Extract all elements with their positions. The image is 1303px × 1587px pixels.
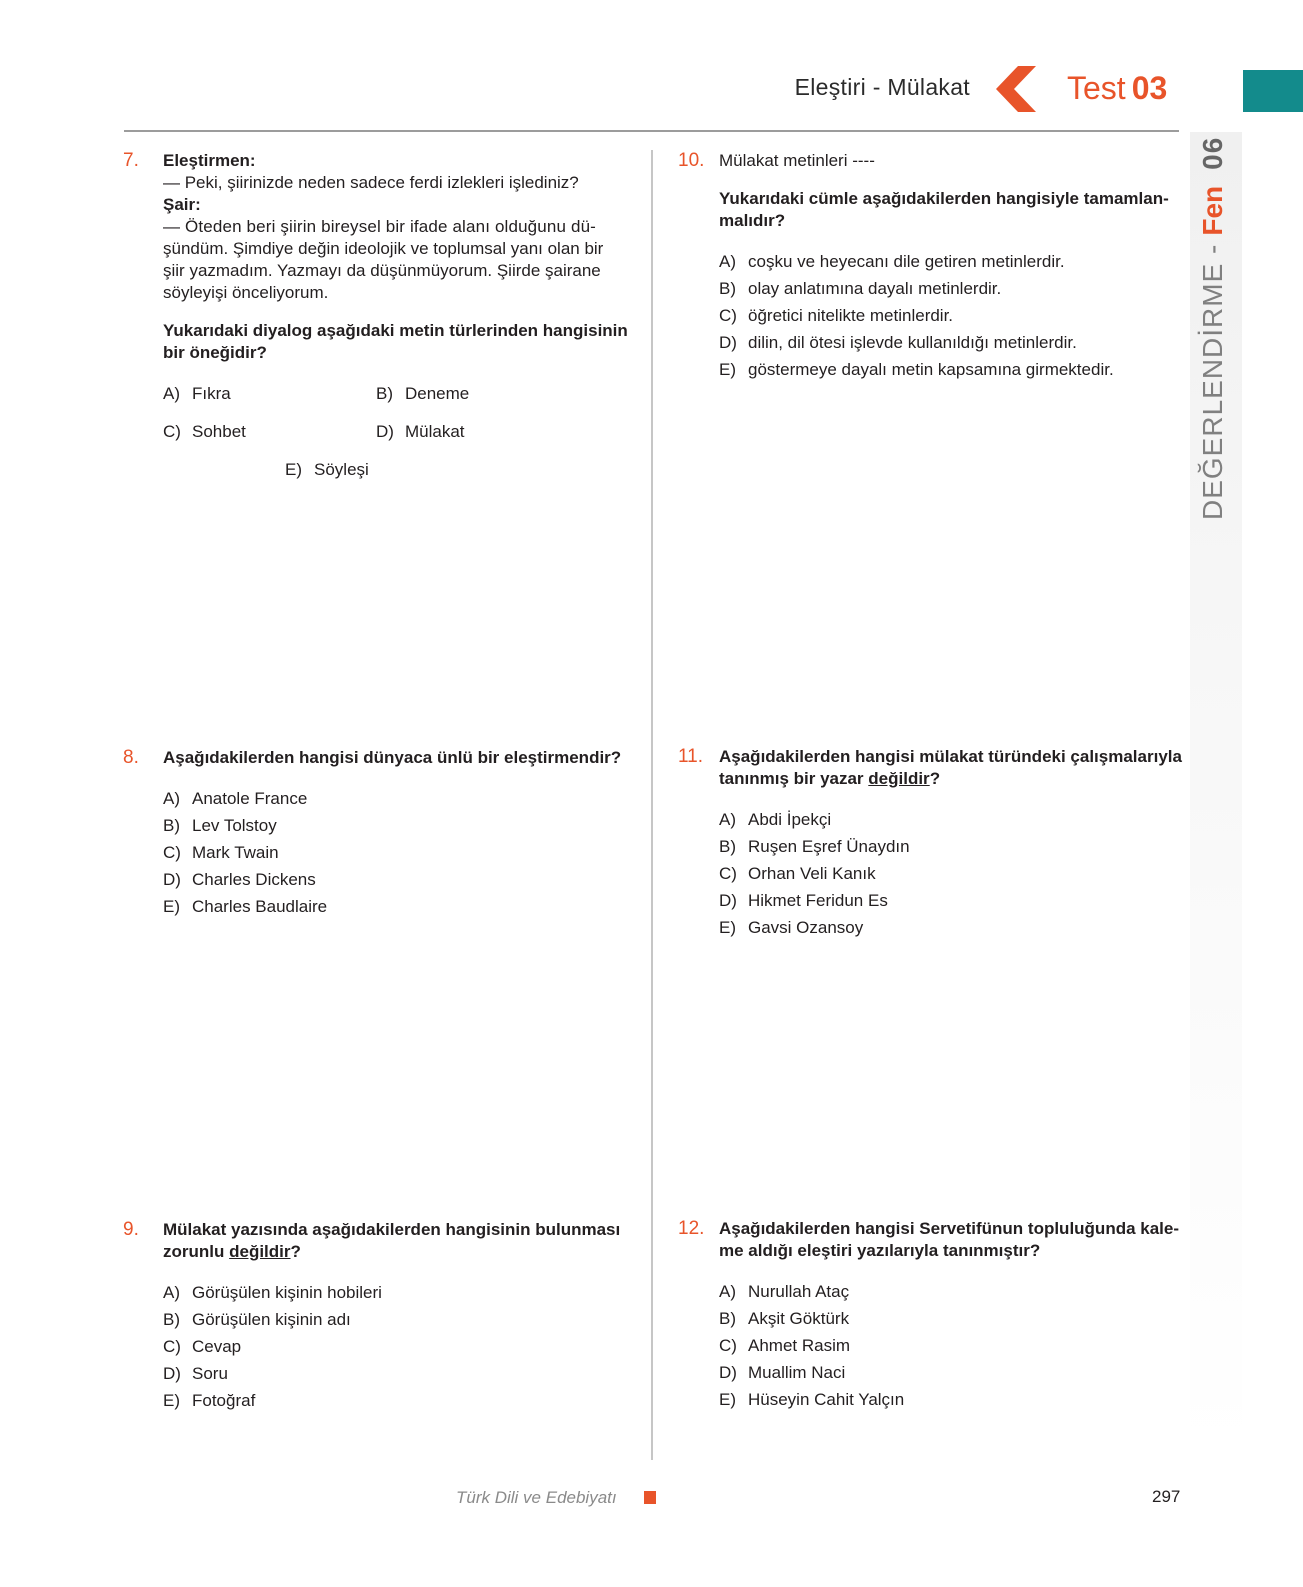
option-text: Orhan Veli Kanık — [748, 864, 876, 883]
side-number: 06 — [1197, 136, 1228, 170]
question-stem — [719, 746, 1182, 790]
option-letter: C) — [163, 843, 181, 862]
option-letter: A) — [719, 252, 736, 271]
stem-text: tanınmış bir yazar — [719, 769, 869, 788]
option-letter: E) — [285, 460, 302, 479]
dialog-text — [163, 150, 628, 304]
option-text: Söyleşi — [314, 460, 369, 479]
option-e[interactable] — [719, 356, 1169, 383]
option-letter: C) — [163, 422, 181, 441]
option-b[interactable] — [719, 1305, 1179, 1332]
options — [719, 806, 1182, 941]
question-body — [719, 150, 1169, 383]
option-c[interactable] — [163, 839, 621, 866]
option-c[interactable] — [719, 302, 1169, 329]
option-text: Görüşülen kişinin hobileri — [192, 1283, 382, 1302]
stem-line: Yukarıdaki diyalog aşağıdaki metin türlerinden hangisinin — [163, 321, 628, 340]
test-number: 03 — [1131, 70, 1168, 106]
option-b[interactable] — [376, 380, 469, 407]
option-text: Hikmet Feridun Es — [748, 891, 888, 910]
option-letter: E) — [163, 897, 180, 916]
question-body — [163, 747, 621, 920]
option-letter: B) — [376, 384, 393, 403]
option-letter: C) — [719, 1336, 737, 1355]
options — [719, 1278, 1179, 1413]
option-text: Fotoğraf — [192, 1391, 256, 1410]
options — [719, 248, 1169, 383]
footer-book-title: Türk Dili ve Edebiyatı — [456, 1488, 617, 1507]
options — [163, 785, 621, 920]
option-d[interactable] — [719, 1359, 1179, 1386]
option-text: Muallim Naci — [748, 1363, 846, 1382]
option-text: Sohbet — [192, 422, 246, 441]
question-stem — [163, 1219, 620, 1263]
option-letter: A) — [163, 384, 180, 403]
option-b[interactable] — [719, 275, 1169, 302]
option-letter: B) — [719, 1309, 736, 1328]
header-divider — [124, 130, 1179, 132]
option-e[interactable] — [719, 1386, 1179, 1413]
option-text: dilin, dil ötesi işlevde kullanıldığı metinlerdir. — [748, 333, 1077, 352]
option-letter: D) — [719, 333, 737, 352]
option-e[interactable] — [163, 1387, 620, 1414]
option-text: olay anlatımına dayalı metinlerdir. — [748, 279, 1002, 298]
option-letter: D) — [163, 870, 181, 889]
option-letter: A) — [163, 1283, 180, 1302]
option-a[interactable] — [719, 806, 1182, 833]
option-letter: C) — [163, 1337, 181, 1356]
stem-line: Mülakat yazısında aşağıdakilerden hangisinin bulunması — [163, 1220, 621, 1239]
option-text: Lev Tolstoy — [192, 816, 277, 835]
option-letter: E) — [719, 918, 736, 937]
option-d[interactable] — [719, 887, 1182, 914]
option-text: Nurullah Ataç — [748, 1282, 850, 1301]
stem-line: Yukarıdaki cümle aşağıdakilerden hangisiyle tamamlan- — [719, 189, 1169, 208]
stem-negation: değildir — [229, 1242, 291, 1261]
option-text: Deneme — [405, 384, 470, 403]
question-body — [719, 746, 1182, 941]
option-b[interactable] — [719, 833, 1182, 860]
option-b[interactable] — [163, 1306, 620, 1333]
stem-negation: değildir — [868, 769, 930, 788]
question-body — [163, 150, 628, 494]
stem-line — [163, 1241, 620, 1263]
option-letter: A) — [719, 1282, 736, 1301]
stem-line: Aşağıdakilerden hangisi Servetifünun topluluğunda kale- — [719, 1219, 1180, 1238]
option-letter: B) — [719, 279, 736, 298]
option-letter: E) — [163, 1391, 180, 1410]
option-a[interactable] — [163, 785, 621, 812]
option-b[interactable] — [163, 812, 621, 839]
test-label: Test — [1067, 70, 1126, 106]
option-d[interactable] — [376, 418, 465, 445]
question-intro: Mülakat metinleri ---- — [719, 151, 875, 170]
option-text: coşku ve heyecanı dile getiren metinlerdir. — [748, 252, 1065, 271]
option-text: Fıkra — [192, 384, 231, 403]
option-text: Akşit Göktürk — [748, 1309, 850, 1328]
question-number: 8. — [123, 747, 139, 768]
options — [163, 1279, 620, 1414]
question-body — [163, 1219, 620, 1414]
question-number: 7. — [123, 150, 139, 171]
option-text: Gavsi Ozansoy — [748, 918, 864, 937]
option-e[interactable] — [719, 914, 1182, 941]
square-icon — [644, 1491, 656, 1504]
option-text: göstermeye dayalı metin kapsamına girmektedir. — [748, 360, 1114, 379]
option-text: Mark Twain — [192, 843, 279, 862]
option-a[interactable] — [719, 248, 1169, 275]
option-d[interactable] — [719, 329, 1169, 356]
option-text: Mülakat — [405, 422, 465, 441]
option-text: Charles Dickens — [192, 870, 316, 889]
page-number: 297 — [1152, 1487, 1181, 1506]
column-divider — [651, 150, 653, 1460]
option-c[interactable] — [163, 1333, 620, 1360]
stem-line: Aşağıdakilerden hangisi mülakat türündeki çalışmalarıyla — [719, 747, 1182, 766]
option-a[interactable] — [163, 1279, 620, 1306]
option-letter: A) — [163, 789, 180, 808]
option-c[interactable] — [719, 1332, 1179, 1359]
options — [163, 380, 628, 494]
option-letter: C) — [719, 864, 737, 883]
option-letter: E) — [719, 1390, 736, 1409]
dialog-line: — Peki, şiirinizde neden sadece ferdi izlekleri işlediniz? — [163, 173, 579, 192]
option-text: Abdi İpekçi — [748, 810, 832, 829]
option-text: Ahmet Rasim — [748, 1336, 851, 1355]
option-text: Görüşülen kişinin adı — [192, 1310, 351, 1329]
option-text: Anatole France — [192, 789, 308, 808]
section-tab — [1243, 70, 1303, 112]
option-text: Hüseyin Cahit Yalçın — [748, 1390, 905, 1409]
stem-text: ? — [290, 1242, 301, 1261]
header-subject: Eleştiri - Mülakat — [794, 74, 970, 100]
speaker-critic: Eleştirmen: — [163, 151, 256, 170]
dialog-line: şiir yazmadım. Yazmayı da düşünmüyorum. Şiirde şairane — [163, 261, 601, 280]
question-number: 10. — [678, 150, 705, 171]
test-title — [1067, 70, 1167, 107]
dialog-line: — Öteden beri şiirin bireysel bir ifade alanı olduğunu dü- — [163, 217, 596, 236]
option-letter: B) — [163, 816, 180, 835]
option-text: Cevap — [192, 1337, 242, 1356]
option-letter: D) — [719, 891, 737, 910]
question-number: 12. — [678, 1218, 705, 1239]
option-text: Soru — [192, 1364, 228, 1383]
stem-line: me aldığı eleştiri yazılarıyla tanınmıştır? — [719, 1241, 1041, 1260]
option-letter: C) — [719, 306, 737, 325]
stem-text: ? — [929, 769, 941, 788]
chevron-left-icon — [996, 66, 1036, 112]
question-number: 9. — [123, 1219, 139, 1240]
option-text: öğretici nitelikte metinlerdir. — [748, 306, 954, 325]
option-c[interactable] — [719, 860, 1182, 887]
dialog-line: şündüm. Şimdiye değin ideolojik ve toplumsal yanı olan bir — [163, 239, 604, 258]
side-label — [1197, 137, 1229, 520]
side-label-text: DEĞERLENDİRME - — [1197, 243, 1228, 520]
stem-line: bir öneğidir? — [163, 343, 267, 362]
option-letter: A) — [719, 810, 736, 829]
question-body — [719, 1218, 1179, 1413]
option-letter: D) — [376, 422, 394, 441]
option-a[interactable] — [719, 1278, 1179, 1305]
dialog-line: söyleyişi önceliyorum. — [163, 283, 329, 302]
option-letter: D) — [719, 1363, 737, 1382]
option-letter: D) — [163, 1364, 181, 1383]
option-d[interactable] — [163, 866, 621, 893]
option-c[interactable] — [163, 418, 246, 445]
option-text: Ruşen Eşref Ünaydın — [748, 837, 910, 856]
question-stem — [163, 747, 621, 769]
stem-line — [719, 768, 1182, 790]
option-d[interactable] — [163, 1360, 620, 1387]
option-letter: E) — [719, 360, 736, 379]
question-stem — [163, 320, 628, 364]
stem-text: zorunlu — [163, 1242, 230, 1261]
question-stem — [719, 1218, 1179, 1262]
option-e[interactable] — [285, 456, 369, 483]
option-e[interactable] — [163, 893, 621, 920]
stem-line: Aşağıdakilerden hangisi dünyaca ünlü bir eleştirmendir? — [163, 748, 622, 767]
option-a[interactable] — [163, 380, 231, 407]
option-letter: B) — [719, 837, 736, 856]
question-stem — [719, 188, 1169, 232]
brand-logo: Fen — [1197, 185, 1228, 236]
question-number: 11. — [678, 746, 704, 767]
option-text: Charles Baudlaire — [192, 897, 328, 916]
stem-line: malıdır? — [719, 211, 786, 230]
speaker-poet: Şair: — [163, 195, 201, 214]
option-letter: B) — [163, 1310, 180, 1329]
